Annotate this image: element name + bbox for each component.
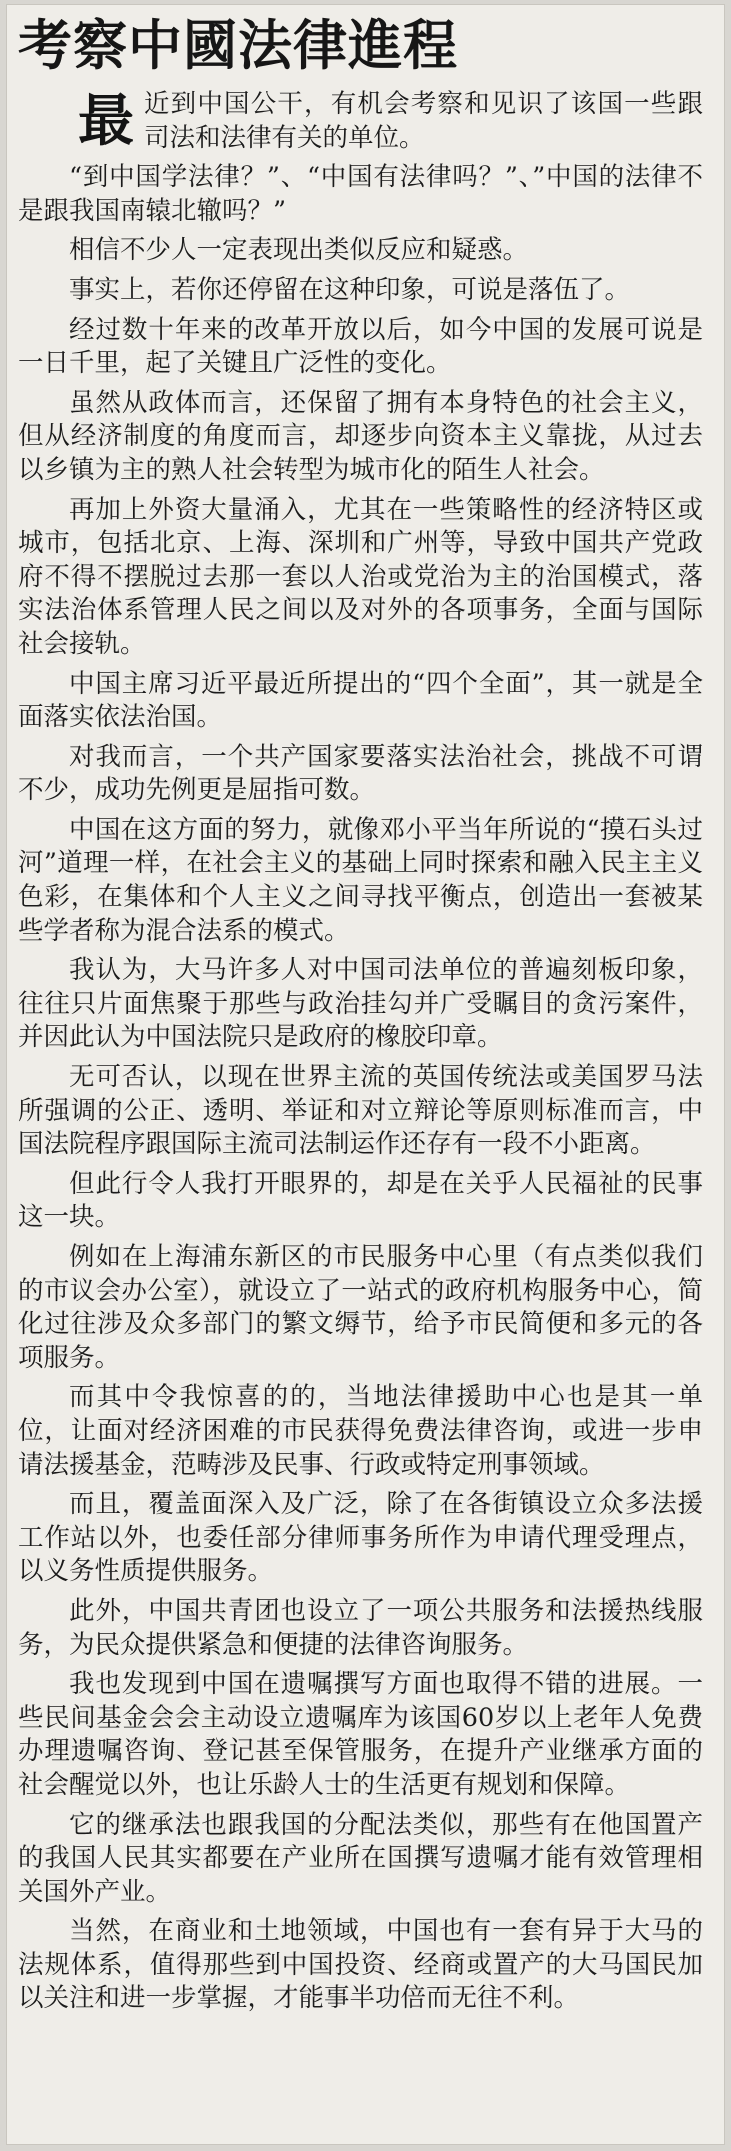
paragraph: 例如在上海浦东新区的市民服务中心里（有点类似我们的市议会办公室），就设立了一站式的政府机构服务中心，简化过往涉及众多部门的繁文缛节，给予市民简便和多元的各项服务。: [18, 1242, 703, 1373]
paragraph: 此外，中国共青团也设立了一项公共服务和法援热线服务，为民众提供紧急和便捷的法律咨询服务。: [18, 1595, 703, 1660]
paragraph: 相信不少人一定表现出类似反应和疑惑。: [69, 235, 529, 266]
paragraph: 经过数十年来的改革开放以后，如今中国的发展可说是一日千里，起了关键且广泛性的变化。: [18, 314, 703, 379]
paragraph: 事实上，若你还停留在这种印象，可说是落伍了。: [69, 274, 631, 305]
paragraph: 而其中令我惊喜的的，当地法律援助中心也是其一单位，让面对经济困难的市民获得免费法律咨询，或进一步申请法援基金，范畴涉及民事、行政或特定刑事领域。: [18, 1382, 703, 1480]
paragraph: 我认为，大马许多人对中国司法单位的普遍刻板印象，往往只片面焦聚于那些与政治挂勾并广受瞩目的贪污案件，并因此认为中国法院只是政府的橡胶印章。: [18, 955, 703, 1053]
paragraph: 对我而言，一个共产国家要落实法治社会，挑战不可谓不少，成功先例更是屈指可数。: [18, 741, 703, 806]
lead-text: 近到中国公干，有机会考察和见识了该国一些跟司法和法律有关的单位。: [144, 89, 703, 153]
paragraph: 但此行令人我打开眼界的，却是在关乎人民福祉的民事这一块。: [18, 1168, 703, 1233]
paragraph: “到中国学法律？”、“中国有法律吗？”、”中国的法律不是跟我国南辕北辙吗？”: [18, 162, 703, 226]
headline: 考察中國法律進程: [18, 14, 458, 77]
article-body: [18, 88, 703, 2016]
paragraph: 而且，覆盖面深入及广泛，除了在各街镇设立众多法援工作站以外，也委任部分律师事务所作为申请代理受理点，以义务性质提供服务。: [18, 1489, 703, 1587]
drop-cap: 最: [78, 89, 134, 154]
paragraph: 再加上外资大量涌入，尤其在一些策略性的经济特区或城市，包括北京、上海、深圳和广州等，导致中国共产党政府不得不摆脱过去那一套以人治或党治为主的治国模式，落实法治体系管理人民之间以及对外的各项事务，全面与国际社会接轨。: [18, 494, 703, 659]
paragraph: 无可否认，以现在世界主流的英国传统法或美国罗马法所强调的公正、透明、举证和对立辩论等原则标准而言，中国法院程序跟国际主流司法制运作还存有一段不小距离。: [18, 1062, 703, 1160]
paragraph: 它的继承法也跟我国的分配法类似，那些有在他国置产的我国人民其实都要在产业所在国撰写遗嘱才能有效管理相关国外产业。: [18, 1809, 703, 1907]
paragraph: 虽然从政体而言，还保留了拥有本身特色的社会主义，但从经济制度的角度而言，却逐步向资本主义靠拢，从过去以乡镇为主的熟人社会转型为城市化的陌生人社会。: [18, 387, 703, 485]
paragraph: 中国主席习近平最近所提出的“四个全面”，其一就是全面落实依法治国。: [18, 668, 703, 733]
paragraph: 我也发现到中国在遗嘱撰写方面也取得不错的进展。一些民间基金会会主动设立遗嘱库为该国60岁以上老年人免费办理遗嘱咨询、登记甚至保管服务，在提升产业继承方面的社会醒觉以外，也让乐龄人士的生活更有规划和保障。: [18, 1669, 703, 1800]
paragraph: 中国在这方面的努力，就像邓小平当年所说的“摸石头过河”道理一样，在社会主义的基础上同时探索和融入民主主义色彩，在集体和个人主义之间寻找平衡点，创造出一套被某些学者称为混合法系的模式。: [18, 814, 703, 946]
lead-paragraph: [18, 88, 703, 155]
newspaper-clipping: [6, 4, 725, 2145]
paragraph: 当然，在商业和土地领域，中国也有一套有异于大马的法规体系，值得那些到中国投资、经商或置产的大马国民加以关注和进一步掌握，才能事半功倍而无往不利。: [18, 1916, 703, 2014]
